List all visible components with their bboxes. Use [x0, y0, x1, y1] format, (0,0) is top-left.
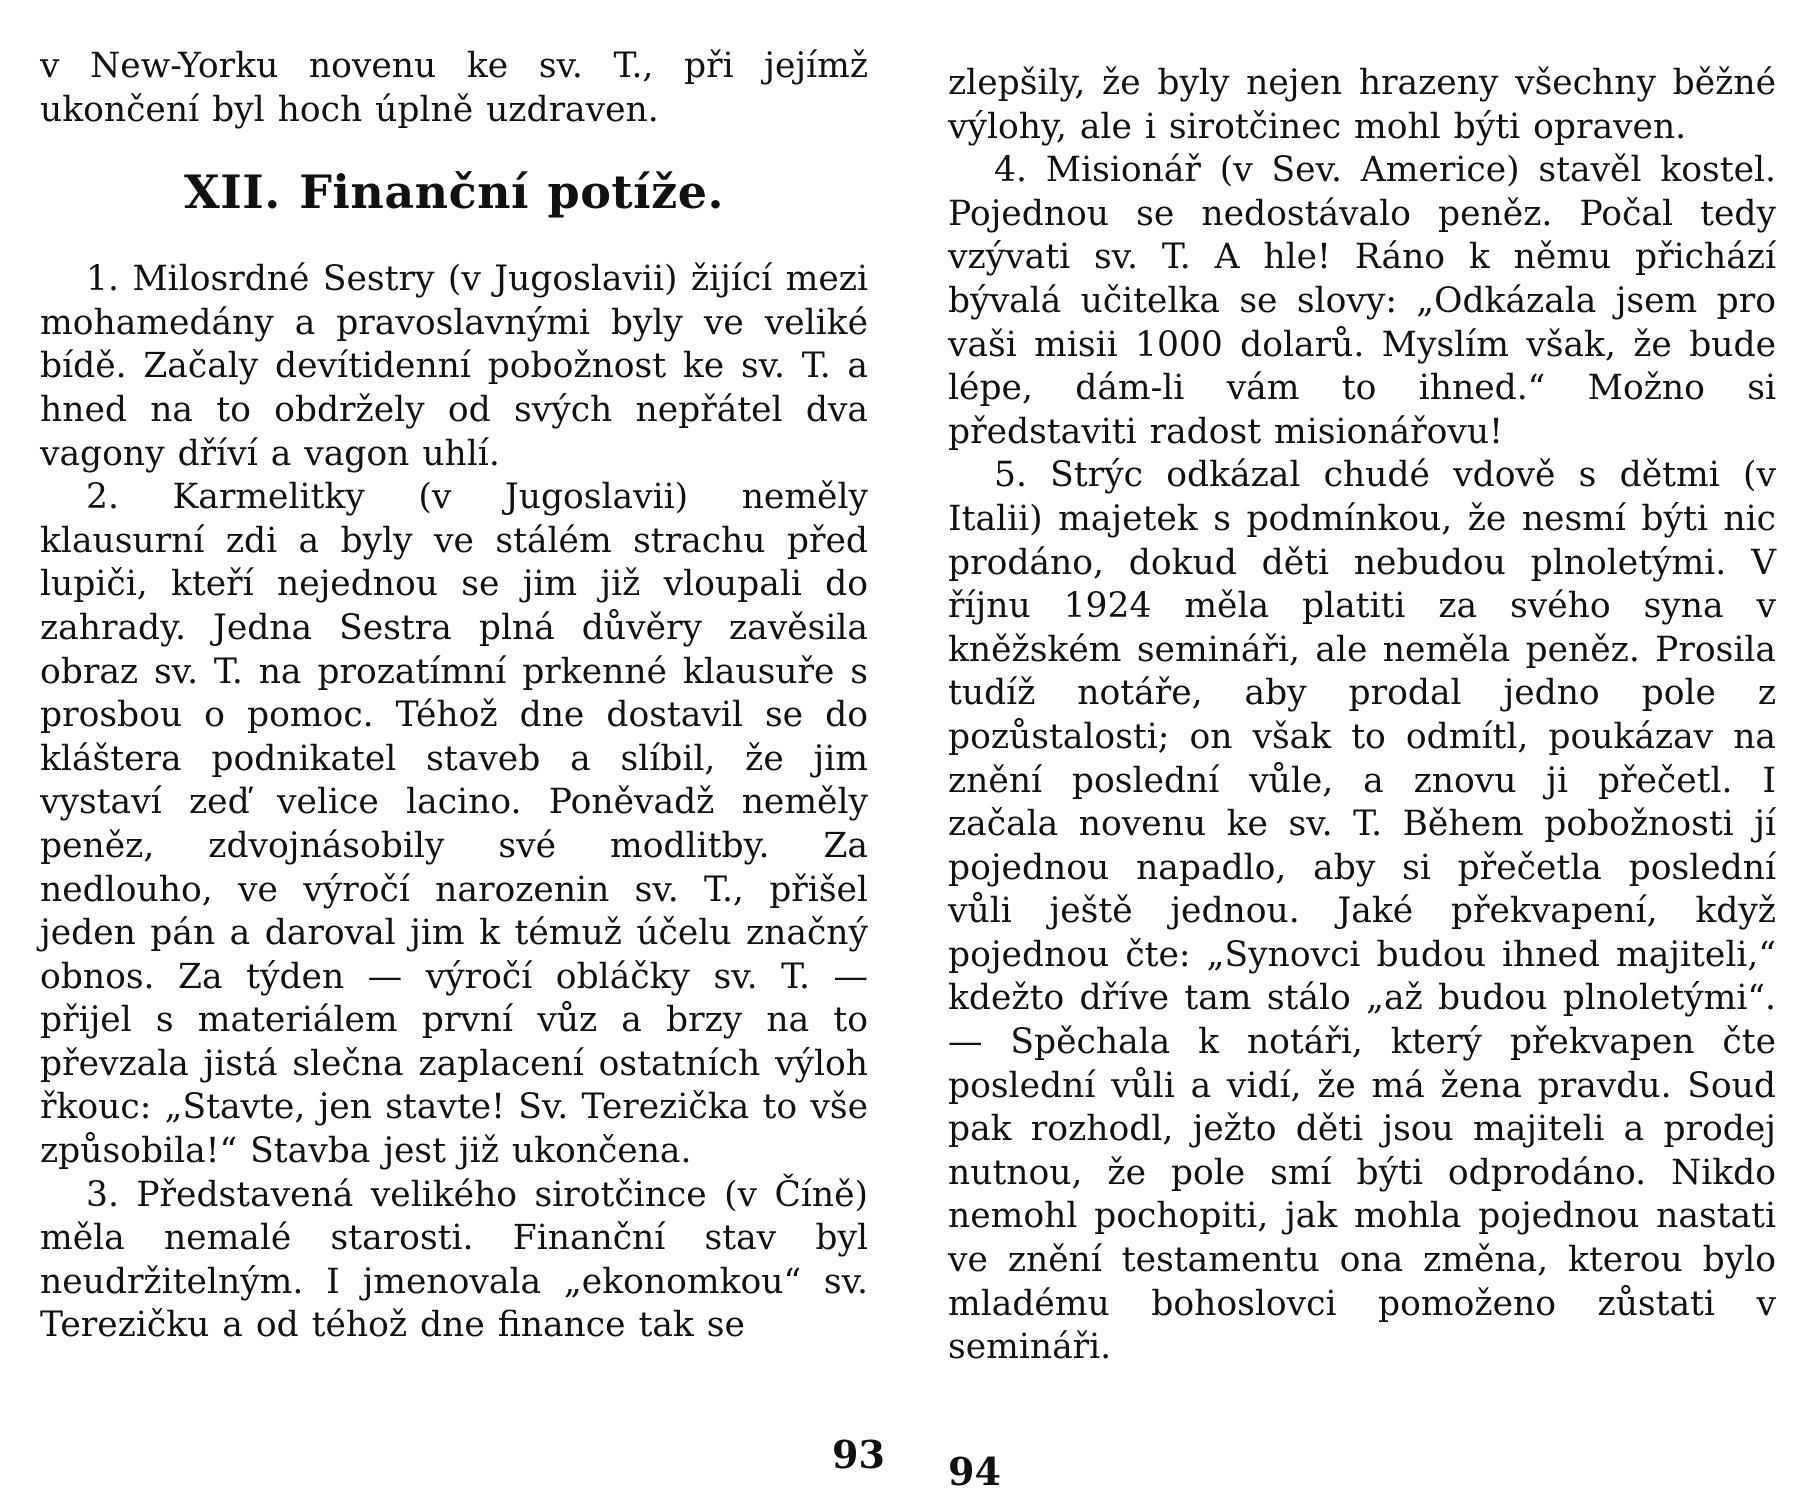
left-intro-paragraph: v New-Yorku novenu ke sv. T., při jejímž ukončení byl hoch úplně uzdraven. [40, 46, 868, 130]
left-page [40, 45, 885, 1477]
left-page-text [40, 45, 868, 1348]
page-number-93: 93 [832, 1432, 885, 1477]
chapter-title: XII. Finanční potíže. [184, 165, 724, 220]
right-paragraph-4: 4. Misionář (v Sev. Americe) stavěl kostel. Pojednou se nedostávalo peněz. Počal tedy vzývati sv. T. A hle! Ráno k němu přichází bývalá učitelka se slovy: „Odkázala jsem pro vaši misii 1000 dolarů. Myslím však, že bude lépe, dám-li vám to ihned.“ Možno si představiti radost misionářovu! [948, 150, 1776, 452]
page-number-94: 94 [948, 1449, 1001, 1494]
left-paragraph-1: 1. Milosrdné Sestry (v Jugoslavii) žijící mezi mohamedány a pravoslavnými byly ve veliké bídě. Začaly devítidenní pobožnost ke sv. T. a hned na to obdržely od svých nepřátel dva vagony dříví a vagon uhlí. [40, 259, 868, 474]
right-paragraph-5: 5. Strýc odkázal chudé vdově s dětmi (v Italii) majetek s podmínkou, že nesmí býti nic prodáno, dokud děti nebudou plnoletými. V říjnu 1924 měla platiti za svého syna v kněžském semináři, ale neměla peněz. Prosila tudíž notáře, aby prodal jedno pole z pozůstalosti; on však to odmítl, poukázav na znění poslední vůle, a znovu ji přečetl. I začala novenu ke sv. T. Během pobožnosti jí pojednou napadlo, aby si přečetla poslední vůli ještě jednou. Jaké překvapení, když pojednou čte: „Synovci budou ihned majiteli,“ kdežto dříve tam stálo „až budou plnoletými“. — Spěchala k notáři, který překvapen čte poslední vůli a vidí, že má žena pravdu. Soud pak rozhodl, ježto děti jsou majiteli a prodej nutnou, že pole smí býti odprodáno. Nikdo nemohl pochopiti, jak mohla pojednou nastati ve znění testamentu ona změna, kterou bylo mladému bohoslovci pomoženo zůstati v semináři. [948, 455, 1776, 1368]
right-page [948, 62, 1776, 1494]
left-paragraph-2: 2. Karmelitky (v Jugoslavii) neměly klausurní zdi a byly ve stálém strachu před lupiči, kteří nejednou se jim již vloupali do zahrady. Jedna Sestra plná důvěry zavěsila obraz sv. T. na prozatímní prkenné klausuře s prosbou o pomoc. Téhož dne dostavil se do kláštera podnikatel staveb a slíbil, že jim vystaví zeď velice lacino. Poněvadž neměly peněz, zdvojnásobily své modlitby. Za nedlouho, ve výročí narozenin sv. T., přišel jeden pán a daroval jim k témuž účelu značný obnos. Za týden — výročí obláčky sv. T. — přijel s materiálem první vůz a brzy na to převzala jistá slečna zaplacení ostatních výloh řkouc: „Stavte, jen stavte! Sv. Terezička to vše způsobila!“ Stavba jest již ukončena. [40, 477, 868, 1172]
right-page-text [948, 62, 1776, 1370]
left-paragraph-3: 3. Představená velikého sirotčince (v Číně) měla nemalé starosti. Finanční stav byl neudržitelným. I jmenovala „ekonomkou“ sv. Terezičku a od téhož dne finance tak se [40, 1174, 868, 1346]
right-continuation-paragraph: zlepšily, že byly nejen hrazeny všechny běžné výlohy, ale i sirotčinec mohl býti opraven. [948, 63, 1776, 147]
